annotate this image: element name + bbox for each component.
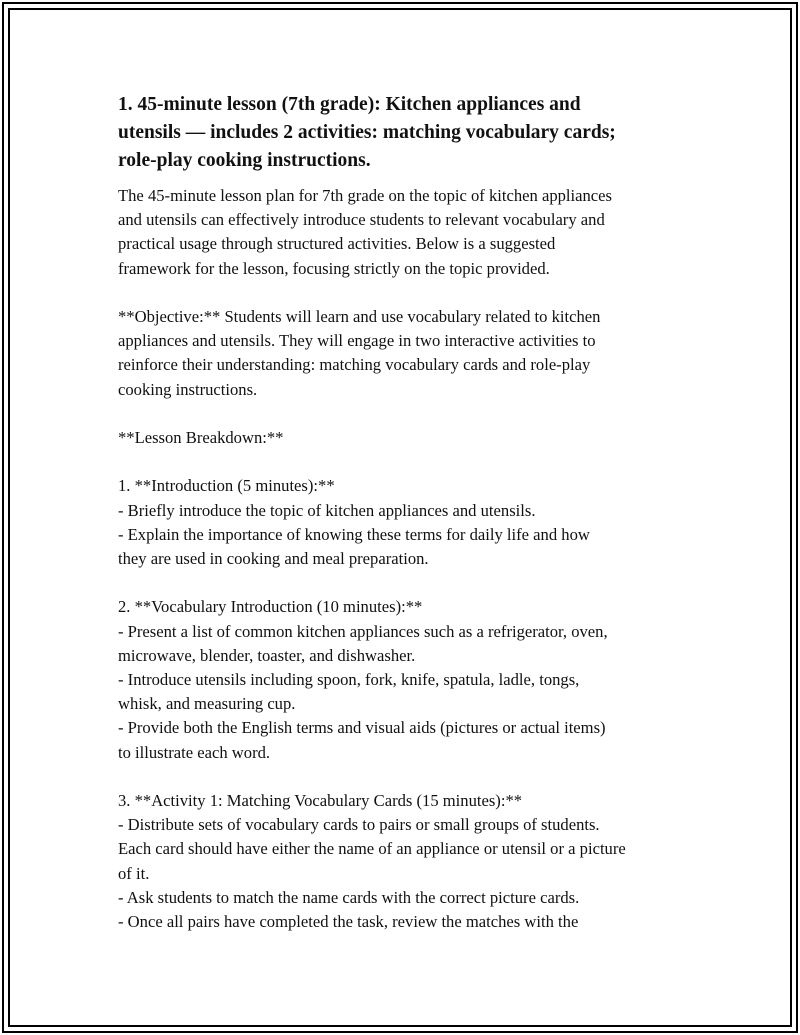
document-body: The 45-minute lesson plan for 7th grade on the topic of kitchen appliances and utensils can effectively introduce students to relevant vocabulary and practical usage through structured activities. Below is a suggested framework for the lesson, focusing strictly on the topic provided. **Objective:** Students will learn and use vocabulary related to kitchen appliances and utensils. They will engage in two interactive activities to reinforce their understanding: matching vocabulary cards and role-play cooking instructions. **Lesson Breakdown:** 1. **Introduction (5 minutes):** - Briefly introduce the topic of kitchen appliances and utensils. - Explain the importance of knowing these terms for daily life and how they are used in cooking and meal preparation. 2. **Vocabulary Introduction (10 minutes):** - Present a list of common kitchen appliances such as a refrigerator, oven, microwave, blender, toaster, and dishwasher. - Introduce utensils including spoon, fork, knife, spatula, ladle, tongs, whisk, and measuring cup. - Provide both the English terms and visual aids (pictures or actual items) to illustrate each word. 3. **Activity 1: Matching Vocabulary Cards (15 minutes):** - Distribute sets of vocabulary cards to pairs or small groups of students. Each card should have either the name of an appliance or utensil or a picture of it. - Ask students to match the name cards with the correct picture cards. - Once all pairs have completed the task, review the matches with the [118, 186, 626, 932]
document-page [118, 91, 688, 934]
document-title: 1. 45-minute lesson (7th grade): Kitchen appliances and utensils — includes 2 activities: matching vocabulary cards; role-play cooking instructions. [118, 94, 616, 171]
